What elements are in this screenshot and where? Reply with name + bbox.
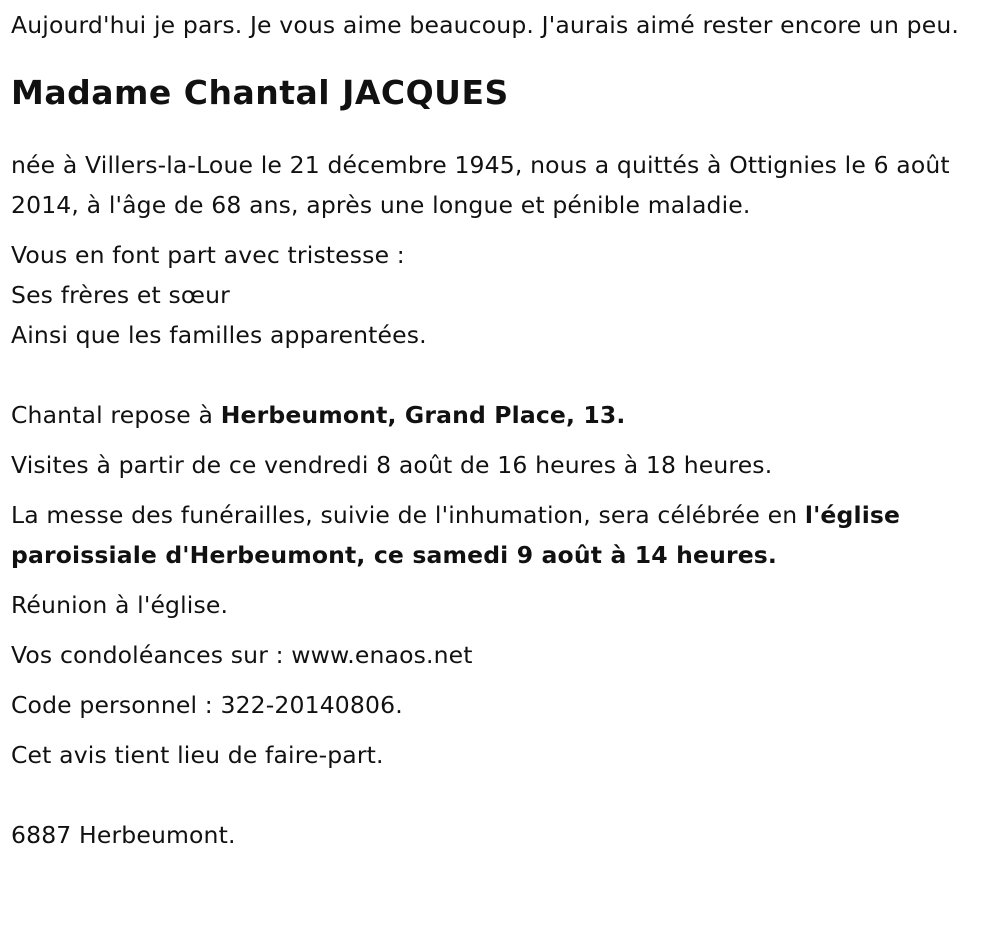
announcement-line: Vous en font part avec tristesse : (11, 241, 405, 269)
location-line: 6887 Herbeumont. (11, 821, 236, 849)
funeral-prefix: La messe des funérailles, suivie de l'inhumation, sera célébrée en (11, 501, 805, 529)
birth-death-details: née à Villers-la-Loue le 21 décembre 1945, nous a quittés à Ottignies le 6 août 2014, à l'âge de 68 ans, après une longue et pénible maladie. (11, 151, 950, 219)
obituary-document (11, 0, 986, 855)
personal-code-line: Code personnel : 322-20140806. (11, 691, 403, 719)
funeral-location-time: l'église paroissiale d'Herbeumont, ce samedi 9 août à 14 heures. (11, 501, 901, 569)
family-line-siblings: Ses frères et sœur (11, 281, 230, 309)
condolences-line: Vos condoléances sur : www.enaos.net (11, 641, 473, 669)
deceased-name: Madame Chantal JACQUES (11, 73, 509, 112)
notice-line: Cet avis tient lieu de faire-part. (11, 741, 384, 769)
visits-line: Visites à partir de ce vendredi 8 août de 16 heures à 18 heures. (11, 451, 773, 479)
rest-place-line (11, 395, 986, 435)
meeting-line: Réunion à l'église. (11, 591, 229, 619)
intro-quote: Aujourd'hui je pars. Je vous aime beaucoup. J'aurais aimé rester encore un peu. (11, 11, 959, 39)
funeral-line (11, 495, 986, 575)
rest-place-prefix: Chantal repose à (11, 401, 221, 429)
rest-place-address: Herbeumont, Grand Place, 13. (220, 401, 626, 429)
family-line-relatives: Ainsi que les familles apparentées. (11, 321, 427, 349)
